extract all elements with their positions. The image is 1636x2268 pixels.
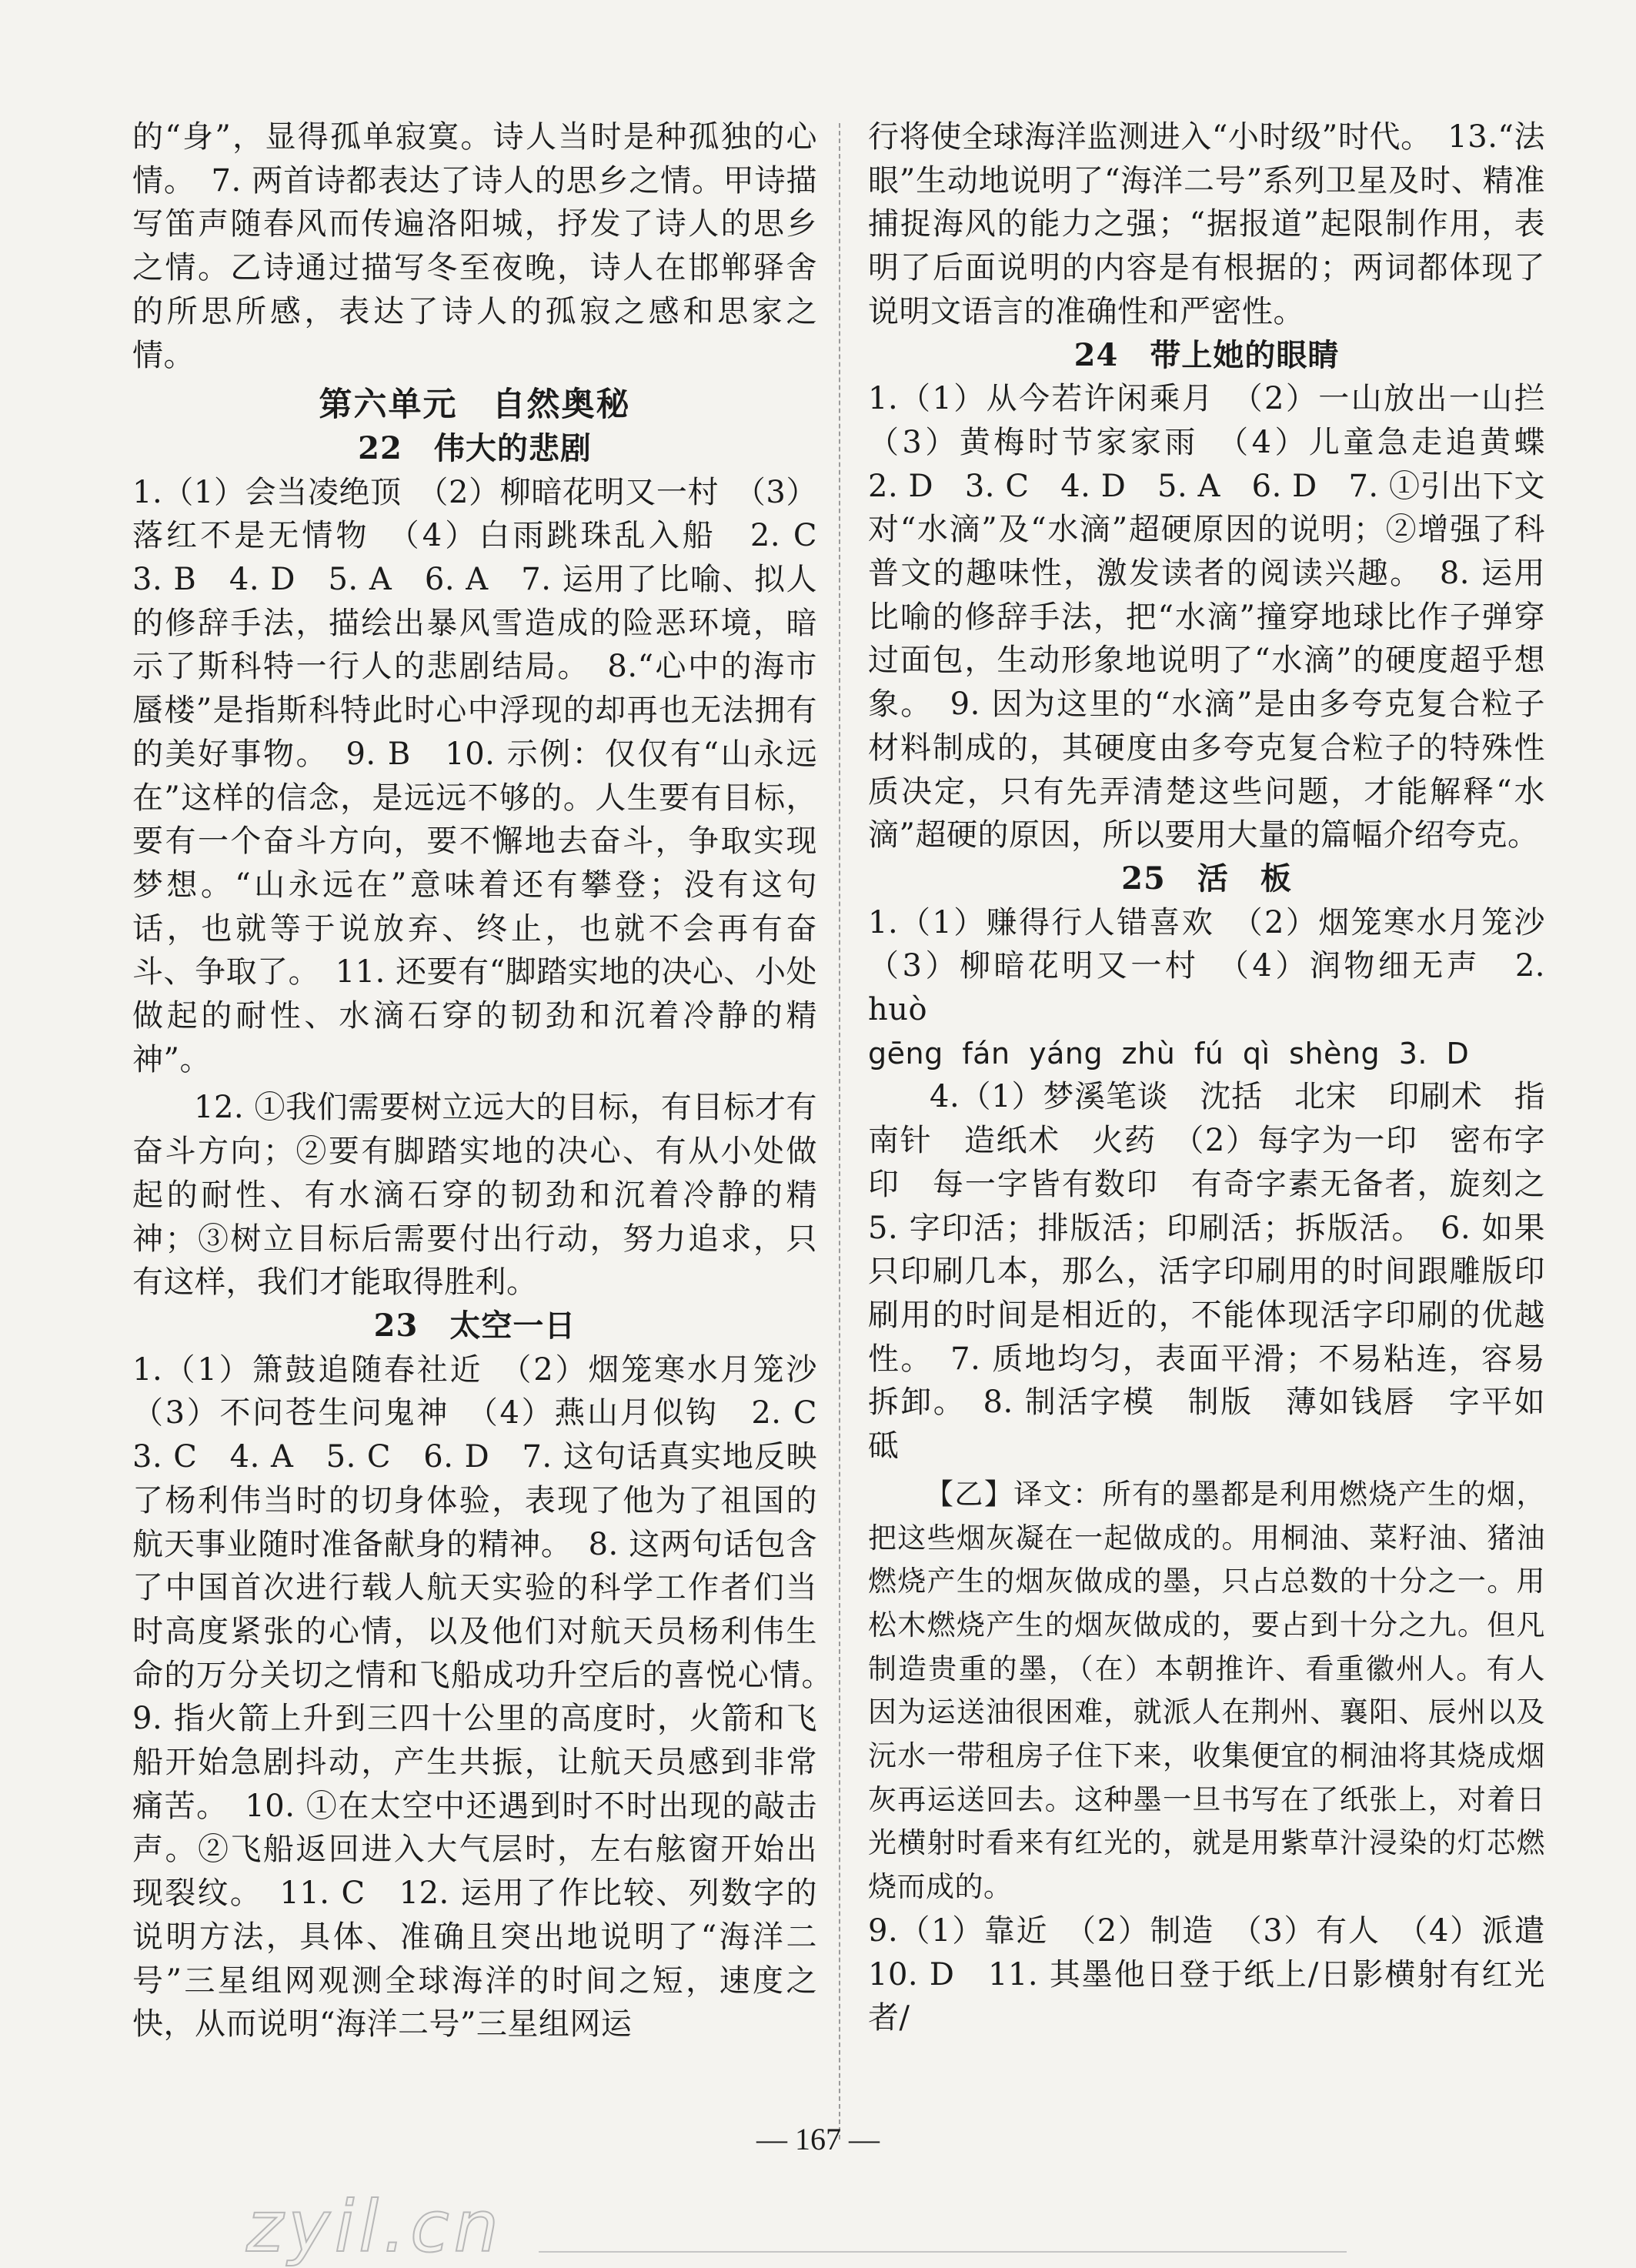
lesson-25-title: 25 活 板 bbox=[1121, 860, 1292, 897]
lesson-22-title: 22 伟大的悲剧 bbox=[358, 429, 592, 466]
lesson-25-answers-part-3: 9.（1）靠近 （2）制造 （3）有人 （4）派遣 10. D 11. 其墨他日登于纸上/日影横射有红光者/ bbox=[868, 1912, 1577, 2036]
poem-answer-paragraph: 的“身”，显得孤单寂寞。诗人当时是种孤独的心情。 7. 两首诗都表达了诗人的思乡之情。甲诗描写笛声随春风而传遍洛阳城，抒发了诗人的思乡之情。乙诗通过描写冬至夜晚，诗人在邯郸驿舍的所思所感，表达了诗人的孤寂之感和思家之情。 bbox=[132, 119, 817, 373]
lesson-22-answers: 1.（1）会当凌绝顶 （2）柳暗花明又一村 （3）落红不是无情物 （4）白雨跳珠乱入船 2. C 3. B 4. D 5. A 6. A 7. 运用了比喻、拟人的修辞手法，描绘出暴风雪造成的险恶环境，暗示了斯科特一行人的悲剧结局。 8.“心中的海市蜃楼”是指斯科特此时心中浮现的却再也无法拥有的美好事物。 9. B 10. 示例：仅仅有“山永远在”这样的信念，是远远不够的。人生要有目标，要有一个奋斗方向，要不懈地去奋斗，争取实现梦想。“山永远在”意味着还有攀登；没有这句话，也就等于说放弃、终止，也就不会再有奋斗、争取了。 11. 还要有“脚踏实地的决心、小处做起的耐性、水滴石穿的韧劲和沉着冷静的精神”。 bbox=[132, 474, 849, 1077]
left-column bbox=[132, 115, 849, 2046]
lesson-25-translation: 【乙】译文：所有的墨都是利用燃烧产生的烟，把这些烟灰凝在一起做成的。用桐油、菜籽油、猪油燃烧产生的烟灰做成的墨，只占总数的十分之一。用松木燃烧产生的烟灰做成的，要占到十分之九。但凡制造贵重的墨，（在）本朝推许、看重徽州人。有人因为运送油很困难，就派人在荆州、襄阳、辰州以及沅水一带租房子住下来，收集便宜的桐油将其烧成烟灰再运送回去。这种墨一旦书写在了纸张上，对着日光横射时看来有红光的，就是用紫草汁浸染的灯芯燃烧而成的。 bbox=[868, 1477, 1545, 1904]
page-number: — 167 — bbox=[756, 2122, 880, 2156]
lesson-23-title: 23 太空一日 bbox=[373, 1307, 576, 1344]
lesson-23-answer-continued: 行将使全球海洋监测进入“小时级”时代。 13.“法眼”生动地说明了“海洋二号”系列卫星及时、精准捕捉海风的能力之强；“据报道”起限制作用，表明了后面说明的内容是有根据的；两词都体现了说明文语言的准确性和严密性。 bbox=[868, 119, 1545, 329]
unit-title: 第六单元 自然奥秘 bbox=[319, 386, 631, 425]
watermark-logo: zyil.cn bbox=[246, 2186, 503, 2268]
lesson-23-answers: 1.（1）箫鼓追随春社近 （2）烟笼寒水月笼沙 （3）不问苍生问鬼神 （4）燕山月似钩 2. C 3. C 4. A 5. C 6. D 7. 这句话真实地反映了杨利伟当时的切身体验，表现了他为了祖国的航天事业随时准备献身的精神。 8. 这两句话包含了中国首次进行载人航天实验的科学工作者们当时高度紧张的心情，以及他们对航天员杨利伟生命的万分关切之情和飞船成功升空后的喜悦心情。 9. 指火箭上升到三四十公里的高度时，火箭和飞船开始急剧抖动，产生共振，让航天员感到非常痛苦。 10. ①在太空中还遇到时不时出现的敲击声。②飞船返回进入大气层时，左右舷窗开始出现裂纹。 11. C 12. 运用了作比较、列数字的说明方法，具体、准确且突出地说明了“海洋二号”三星组网观测全球海洋的时间之短，速度之快，从而说明“海洋二号”三星组网运 bbox=[132, 1351, 849, 2043]
lesson-25-answers-part-2: 4.（1）梦溪笔谈 沈括 北宋 印刷术 指南针 造纸术 火药 （2）每字为一印 密布字印 每一字皆有数印 有奇字素无备者，旋刻之 5. 字印活；排版活；印刷活；拆版活。 6. 如果只印刷几本，那么，活字印刷用的时间跟雕版印刷用的时间是相近的，不能体现活字印刷的优越性。 7. 质地均匀，表面平滑；不易粘连，容易拆卸。 8. 制活字模 制版 薄如钱唇 字平如砥 bbox=[868, 1079, 1577, 1465]
lesson-24-answers: 1.（1）从今若许闲乘月 （2）一山放出一山拦 （3）黄梅时节家家雨 （4）儿童急走追黄蝶 2. D 3. C 4. D 5. A 6. D 7. ①引出下文对“水滴”及“水滴”超硬原因的说明；②增强了科普文的趣味性，激发读者的阅读兴趣。 8. 运用比喻的修辞手法，把“水滴”撞穿地球比作子弹穿过面包，生动形象地说明了“水滴”的硬度超乎想象。 9. 因为这里的“水滴”是由多夸克复合粒子材料制成的，其硬度由多夸克复合粒子的特殊性质决定，只有先弄清楚这些问题，才能解释“水滴”超硬的原因，所以要用大量的篇幅介绍夸克。 bbox=[868, 381, 1577, 853]
lesson-25-pinyin-line: gēng fán yáng zhù fú qì shèng 3. D bbox=[868, 1036, 1470, 1071]
lesson-22-answer-12: 12. ①我们需要树立远大的目标，有目标才有奋斗方向；②要有脚踏实地的决心、有从小处做起的耐性、有水滴石穿的韧劲和沉着冷静的精神；③树立目标后需要付出行动，努力追求，只有这样，我们才能取得胜利。 bbox=[132, 1090, 817, 1301]
lesson-24-title: 24 带上她的眼睛 bbox=[1073, 336, 1340, 373]
bottom-rule bbox=[539, 2251, 1347, 2253]
right-column bbox=[868, 115, 1577, 2040]
lesson-25-answers-part-1: 1.（1）赚得行人错喜欢 （2）烟笼寒水月笼沙 （3）柳暗花明又一村 （4）润物细无声 2. huò bbox=[868, 904, 1577, 1028]
column-divider bbox=[839, 123, 840, 2139]
